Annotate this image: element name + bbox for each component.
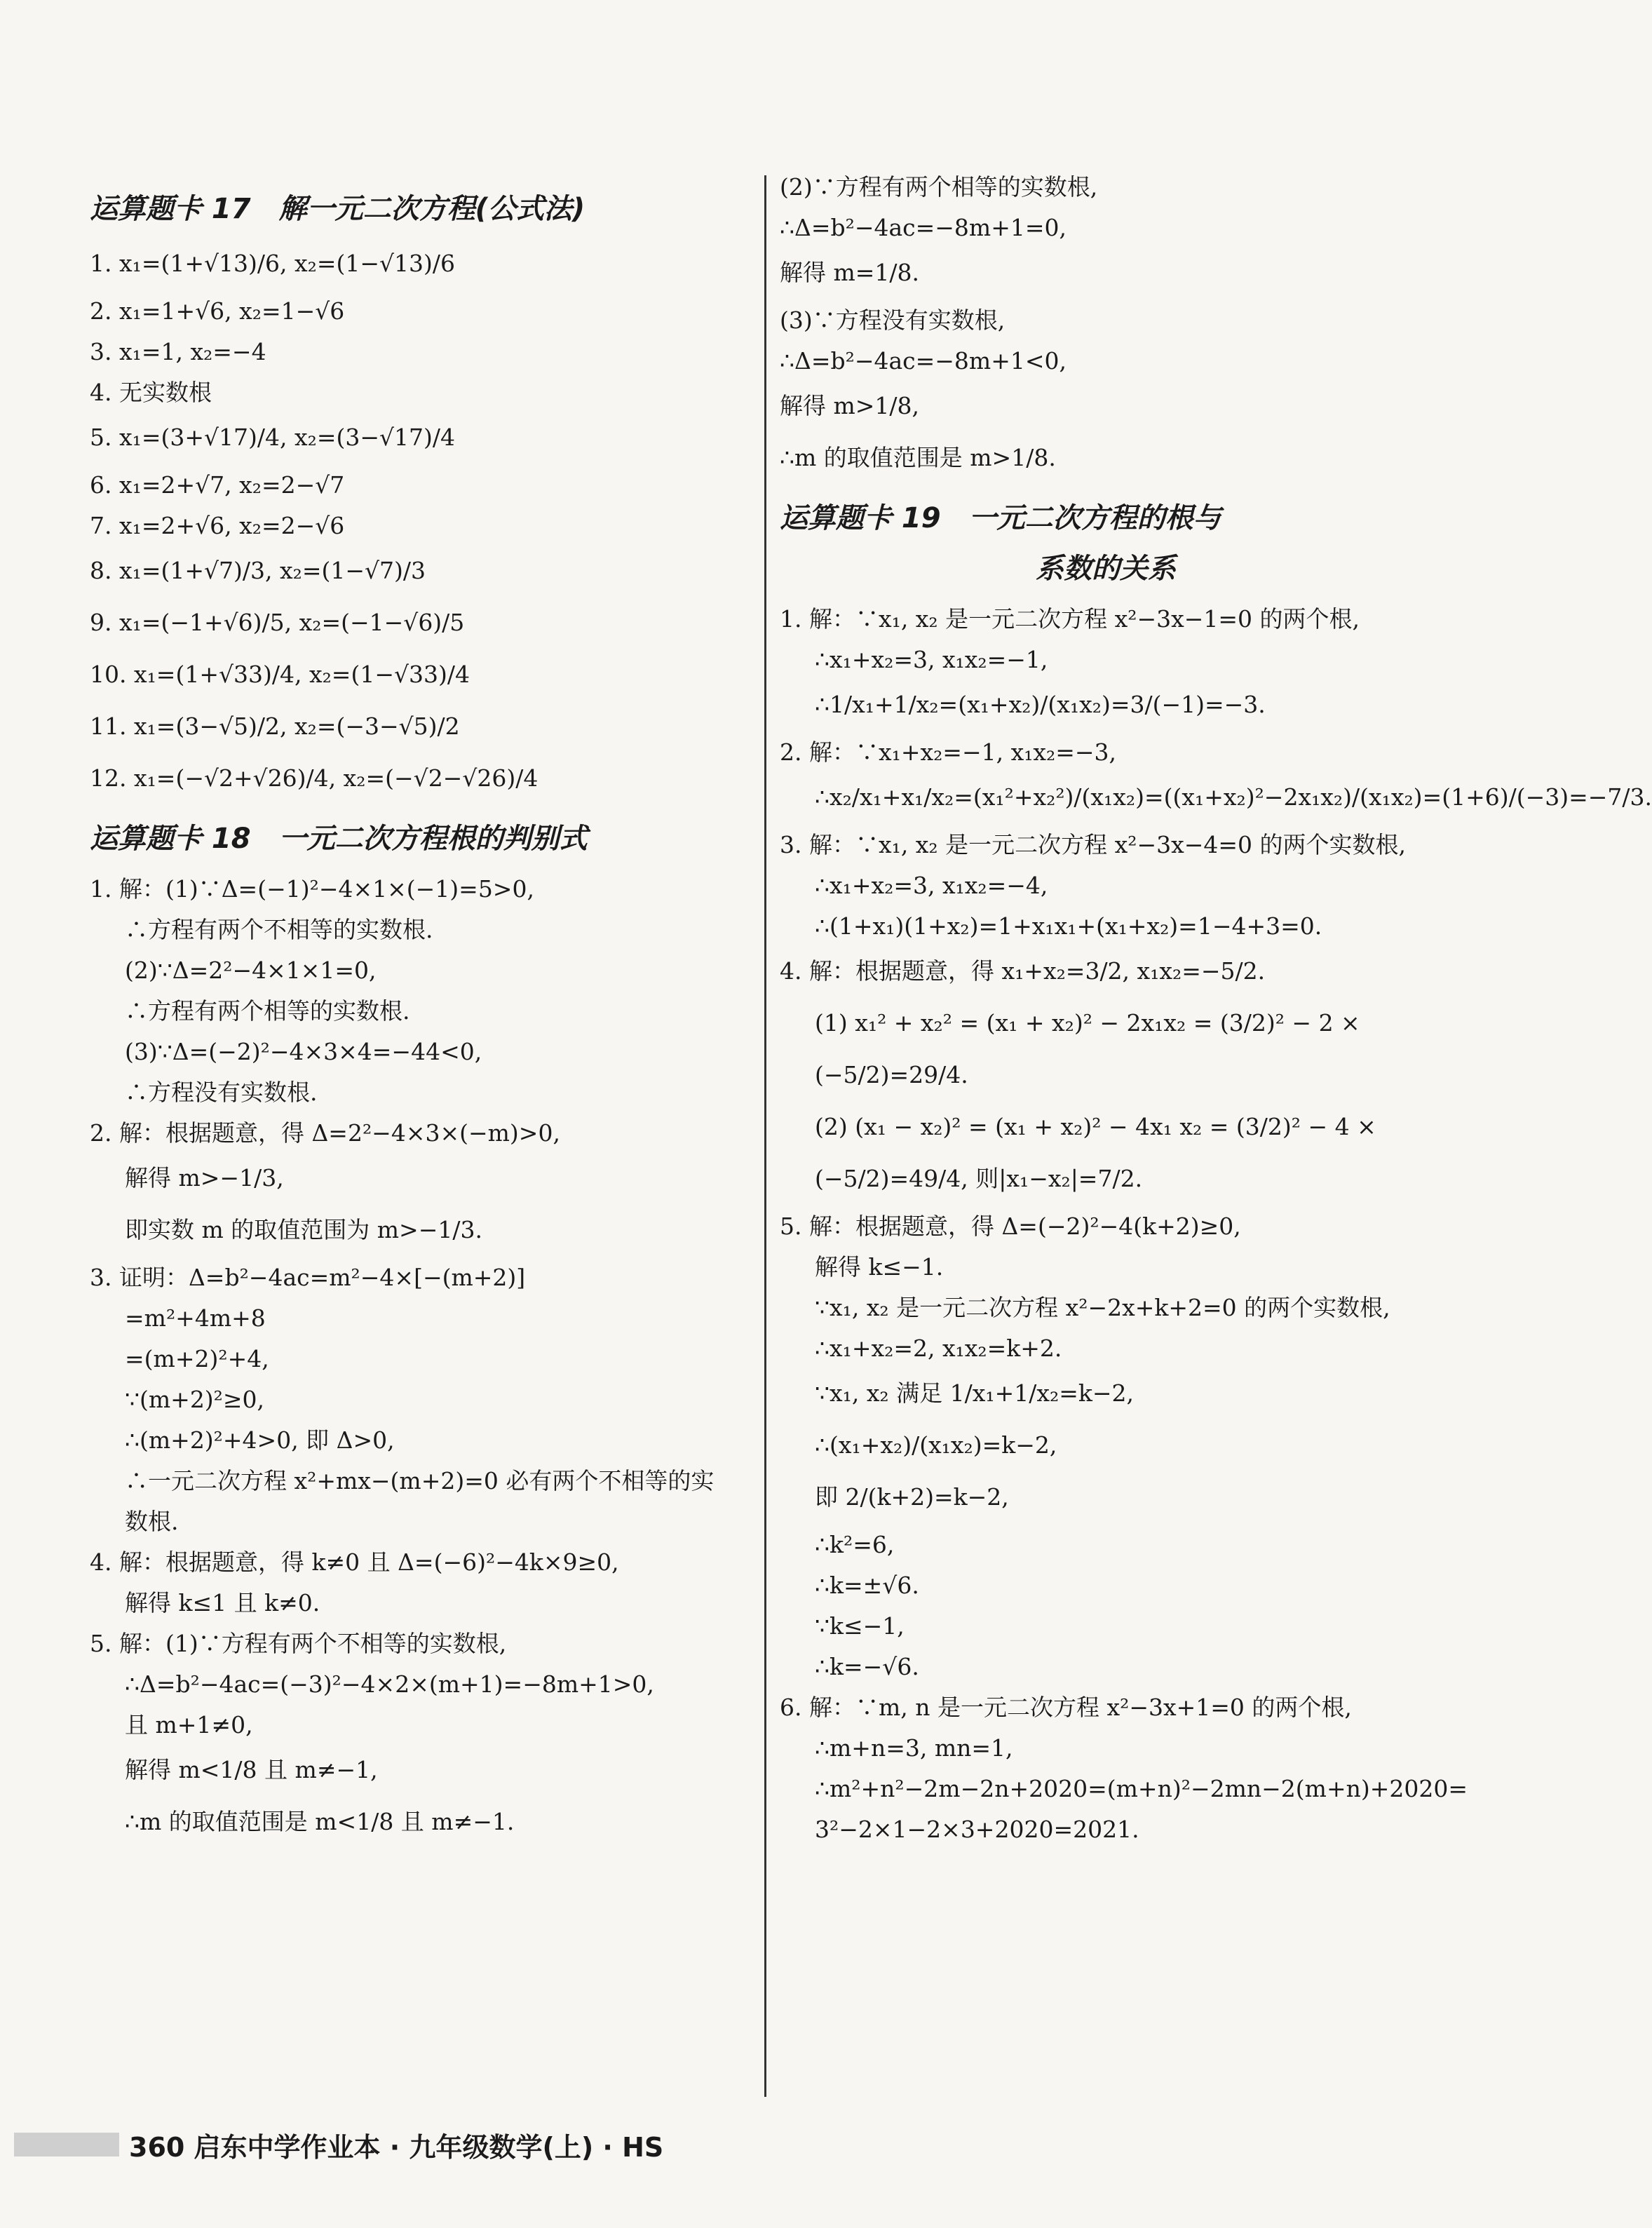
answer-line: 10. x₁=(1+√33)/4, x₂=(1−√33)/4 [90, 661, 470, 688]
answer-line: ∴x₁+x₂=3, x₁x₂=−1, [815, 646, 1048, 673]
answer-line: 解得 m>−1/3, [125, 1164, 284, 1191]
answer-line: (3)∵方程没有实数根, [780, 306, 1006, 334]
answer-line: ∴Δ=b²−4ac=−8m+1=0, [780, 214, 1067, 241]
footer-bar [14, 2133, 119, 2156]
answer-line: ∴方程没有实数根. [125, 1079, 318, 1106]
answer-line: ∵(m+2)²≥0, [125, 1386, 265, 1413]
answer-line: 5. 解：根据题意，得 Δ=(−2)²−4(k+2)≥0, [780, 1213, 1241, 1240]
answer-line: 解得 k≤−1. [815, 1253, 944, 1281]
answer-line: =(m+2)²+4, [125, 1345, 269, 1372]
answer-line: 2. x₁=1+√6, x₂=1−√6 [90, 297, 345, 325]
answer-line: 解得 k≤1 且 k≠0. [125, 1589, 320, 1616]
answer-line: ∴m²+n²−2m−2n+2020=(m+n)²−2mn−2(m+n)+2020= [815, 1775, 1468, 1802]
answer-line: ∵x₁, x₂ 满足 1/x₁+1/x₂=k−2, [815, 1379, 1134, 1407]
answer-line: =m²+4m+8 [125, 1304, 266, 1332]
section-title-19-cont: 系数的关系 [1036, 553, 1176, 585]
answer-line: ∴Δ=b²−4ac=−8m+1<0, [780, 347, 1067, 374]
answer-line: 解得 m<1/8 且 m≠−1, [125, 1756, 378, 1783]
answer-line: ∴方程有两个不相等的实数根. [125, 916, 433, 943]
answer-line: 8. x₁=(1+√7)/3, x₂=(1−√7)/3 [90, 557, 426, 584]
answer-line: 解得 m=1/8. [780, 259, 920, 286]
answer-line: ∴x₁+x₂=3, x₁x₂=−4, [815, 872, 1048, 899]
answer-line: ∴(m+2)²+4>0, 即 Δ>0, [125, 1426, 395, 1454]
answer-line: ∴方程有两个相等的实数根. [125, 997, 410, 1025]
answer-line: ∴x₁+x₂=2, x₁x₂=k+2. [815, 1335, 1062, 1362]
answer-line: ∴m+n=3, mn=1, [815, 1734, 1013, 1762]
answer-line: 7. x₁=2+√6, x₂=2−√6 [90, 512, 345, 539]
answer-line: 3²−2×1−2×3+2020=2021. [815, 1816, 1139, 1843]
answer-line: 5. 解：(1)∵方程有两个不相等的实数根, [90, 1630, 507, 1657]
answer-line: 即 2/(k+2)=k−2, [815, 1483, 1009, 1511]
answer-line: 2. 解：∵x₁+x₂=−1, x₁x₂=−3, [780, 738, 1117, 766]
answer-line: 数根. [125, 1508, 179, 1535]
answer-line: ∴Δ=b²−4ac=(−3)²−4×2×(m+1)=−8m+1>0, [125, 1670, 654, 1698]
page-footer [14, 2125, 663, 2164]
answer-line: ∴k=±√6. [815, 1572, 919, 1599]
answer-line: ∵k≤−1, [815, 1612, 905, 1640]
answer-line: (−5/2)=29/4. [815, 1061, 968, 1088]
answer-line: 1. 解：∵x₁, x₂ 是一元二次方程 x²−3x−1=0 的两个根, [780, 605, 1360, 633]
answer-line: (3)∵Δ=(−2)²−4×3×4=−44<0, [125, 1038, 482, 1065]
answer-line: ∴k=−√6. [815, 1653, 919, 1680]
answer-line: (2) (x₁ − x₂)² = (x₁ + x₂)² − 4x₁ x₂ = (3/2)² − 4 × [815, 1113, 1376, 1140]
answer-line: ∴m 的取值范围是 m>1/8. [780, 444, 1056, 471]
answer-line: ∴1/x₁+1/x₂=(x₁+x₂)/(x₁x₂)=3/(−1)=−3. [815, 691, 1266, 718]
answer-line: 4. 解：根据题意，得 k≠0 且 Δ=(−6)²−4k×9≥0, [90, 1548, 619, 1576]
answer-line: 1. 解：(1)∵Δ=(−1)²−4×1×(−1)=5>0, [90, 875, 534, 903]
answer-line: 9. x₁=(−1+√6)/5, x₂=(−1−√6)/5 [90, 609, 465, 636]
right-column [780, 172, 1652, 1855]
answer-line: 5. x₁=(3+√17)/4, x₂=(3−√17)/4 [90, 424, 455, 451]
answer-line: ∴(1+x₁)(1+x₂)=1+x₁x₁+(x₁+x₂)=1−4+3=0. [815, 912, 1322, 940]
answer-line: 且 m+1≠0, [125, 1711, 253, 1738]
answer-line: ∴一元二次方程 x²+mx−(m+2)=0 必有两个不相等的实 [125, 1467, 715, 1494]
section-title-17: 运算题卡 17 解一元二次方程(公式法) [90, 193, 585, 225]
answer-line: 1. x₁=(1+√13)/6, x₂=(1−√13)/6 [90, 250, 455, 277]
footer-text: 360 启东中学作业本 · 九年级数学(上) · HS [129, 2131, 664, 2163]
answer-line: 2. 解：根据题意，得 Δ=2²−4×3×(−m)>0, [90, 1119, 560, 1147]
answer-line: 11. x₁=(3−√5)/2, x₂=(−3−√5)/2 [90, 713, 460, 740]
section-title-18: 运算题卡 18 一元二次方程根的判别式 [90, 823, 588, 855]
left-column [90, 168, 756, 1854]
answer-line: (2)∵Δ=2²−4×1×1=0, [125, 957, 377, 984]
answer-line: ∴x₂/x₁+x₁/x₂=(x₁²+x₂²)/(x₁x₂)=((x₁+x₂)²−2x₁x₂)/(x₁x₂)=(1+6)/(−3)=−7/3. [815, 783, 1652, 811]
answer-line: ∵x₁, x₂ 是一元二次方程 x²−2x+k+2=0 的两个实数根, [815, 1294, 1390, 1321]
answer-line: (2)∵方程有两个相等的实数根, [780, 173, 1098, 201]
answer-line: (1) x₁² + x₂² = (x₁ + x₂)² − 2x₁x₂ = (3/2)² − 2 × [815, 1009, 1360, 1037]
answer-line: 6. 解：∵m, n 是一元二次方程 x²−3x+1=0 的两个根, [780, 1694, 1352, 1721]
answer-line: ∴k²=6, [815, 1531, 895, 1558]
answer-line: 6. x₁=2+√7, x₂=2−√7 [90, 471, 345, 499]
answer-line: 3. 证明：Δ=b²−4ac=m²−4×[−(m+2)] [90, 1264, 526, 1291]
answer-line: 4. 无实数根 [90, 379, 212, 406]
section-title-19: 运算题卡 19 一元二次方程的根与 [780, 502, 1221, 534]
answer-line: 3. 解：∵x₁, x₂ 是一元二次方程 x²−3x−4=0 的两个实数根, [780, 831, 1406, 858]
answer-line: 12. x₁=(−√2+√26)/4, x₂=(−√2−√26)/4 [90, 764, 539, 792]
answer-line: (−5/2)=49/4, 则|x₁−x₂|=7/2. [815, 1165, 1143, 1192]
answer-line: ∴(x₁+x₂)/(x₁x₂)=k−2, [815, 1431, 1057, 1459]
answer-line: 3. x₁=1, x₂=−4 [90, 338, 266, 365]
answer-line: ∴m 的取值范围是 m<1/8 且 m≠−1. [125, 1808, 515, 1835]
column-divider [764, 175, 766, 2097]
answer-line: 即实数 m 的取值范围为 m>−1/3. [125, 1216, 482, 1243]
answer-line: 4. 解：根据题意，得 x₁+x₂=3/2, x₁x₂=−5/2. [780, 957, 1266, 985]
answer-line: 解得 m>1/8, [780, 392, 920, 419]
